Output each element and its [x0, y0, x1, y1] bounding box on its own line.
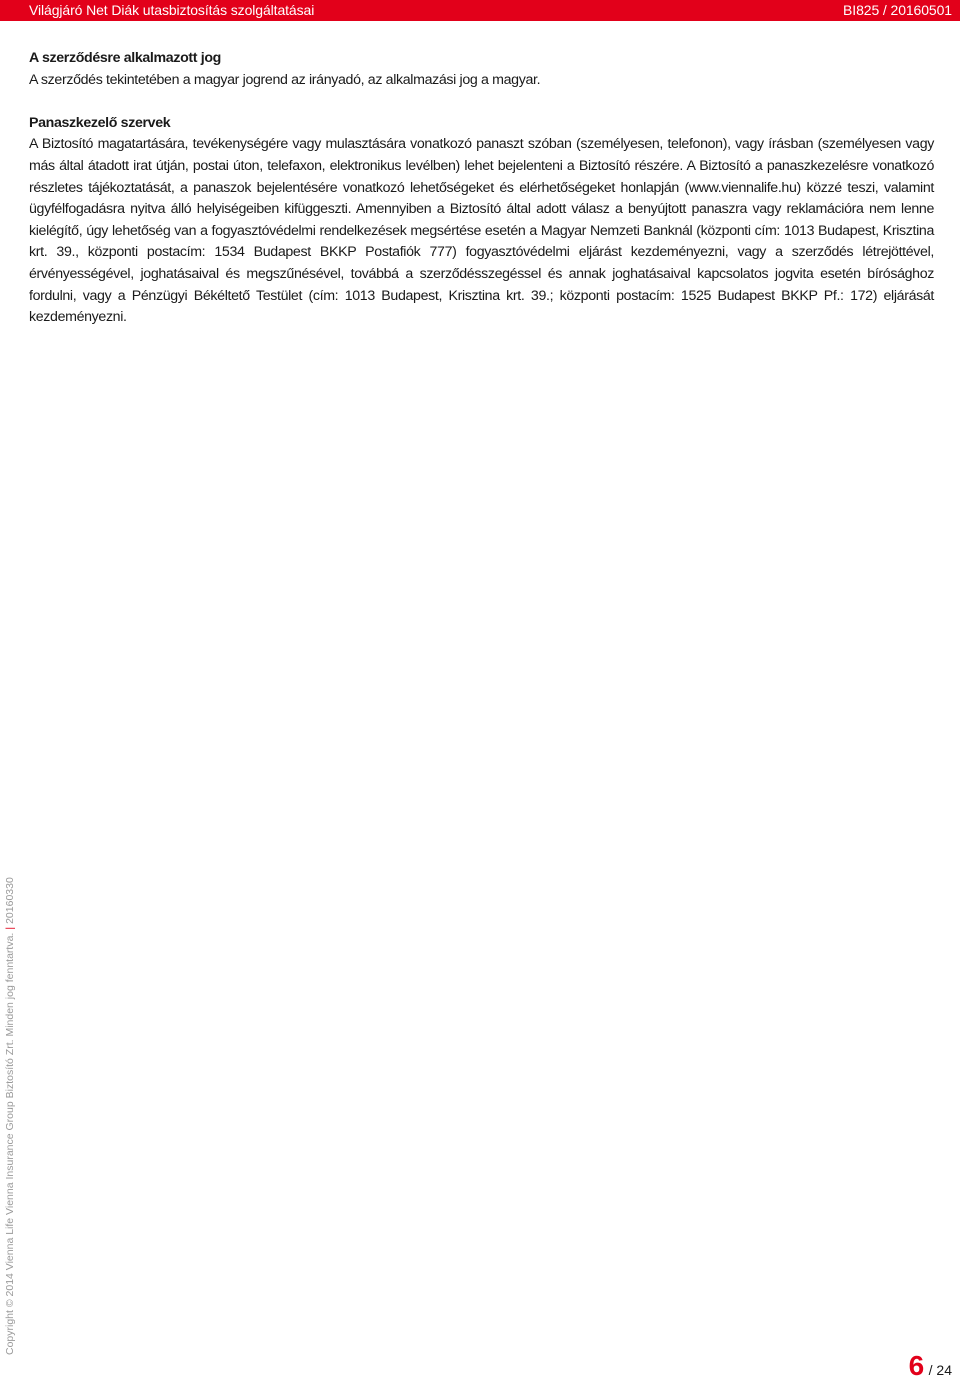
section-text: A szerződés tekintetében a magyar jogrend az irányadó, az alkalmazási jog a magyar.: [29, 71, 541, 88]
section-applicable-law: [29, 48, 934, 91]
section-title: A szerződésre alkalmazott jog: [29, 50, 221, 66]
copyright-date: 20160330: [4, 877, 16, 924]
spacer: [29, 91, 934, 113]
section-text: A Biztosító magatartására, tevékenységére vagy mulasztására vonatkozó panaszt szóban (személyesen, telefonon), vagy írásban (személyesen vagy más által átadott irat útján, postai úton, telefaxon, elektronikus levélben) lehet bejelenteni a Biztosító részére. A Biztosító a panaszkezelésre vonatkozó részletes tájékoztatását, a panaszok bejelentésére vonatkozó lehetőségeket és elérhetőségeket honlapján (www.viennalife.hu) közzé teszi, valamint ügyfélfogadásra nyitva álló helyiségeiben kifüggeszti. Amennyiben a Biztosító által adott válasz a benyújtott panaszra vagy reklamációra nem lenne kielégítő, úgy lehetőség van a fogyasztóvédelmi rendelkezések megsértése esetén a Magyar Nemzeti Banknál (központi cím: 1013 Budapest, Krisztina krt. 39., központi postacím: 1534 Budapest BKKP Postafiók 777) fogyasztóvédelmi eljárást kezdeményezni, vagy a szerződés létrejöttével, érvényességével, joghatásaival és megszűnésével, továbbá a szerződésszegéssel és annak joghatásaival kapcsolatos jogvita esetén bírósághoz fordulni, vagy a Pénzügyi Békéltető Testület (cím: 1013 Budapest, Krisztina krt. 39.; központi postacím: 1525 Budapest BKKP Pf.: 172) eljárását kezdeményezni.: [29, 136, 934, 326]
page-number: [909, 1351, 952, 1386]
section-title: Panaszkezelő szervek: [29, 114, 171, 131]
page-total: / 24: [928, 1362, 952, 1378]
header-bar: [0, 0, 960, 21]
copyright-vertical: [2, 855, 18, 1355]
copyright-separator: |: [4, 926, 16, 930]
document-title: Világjáró Net Diák utasbiztosítás szolgáltatásai: [29, 2, 315, 18]
document-body: [29, 48, 934, 329]
document-code: BI825 / 20160501: [843, 2, 952, 18]
page-current: 6: [908, 1350, 925, 1381]
copyright-text: Copyright © 2014 Vienna Life Vienna Insurance Group Biztosító Zrt. Minden jog fenntartva.: [4, 932, 16, 1355]
section-complaints: [29, 113, 934, 329]
